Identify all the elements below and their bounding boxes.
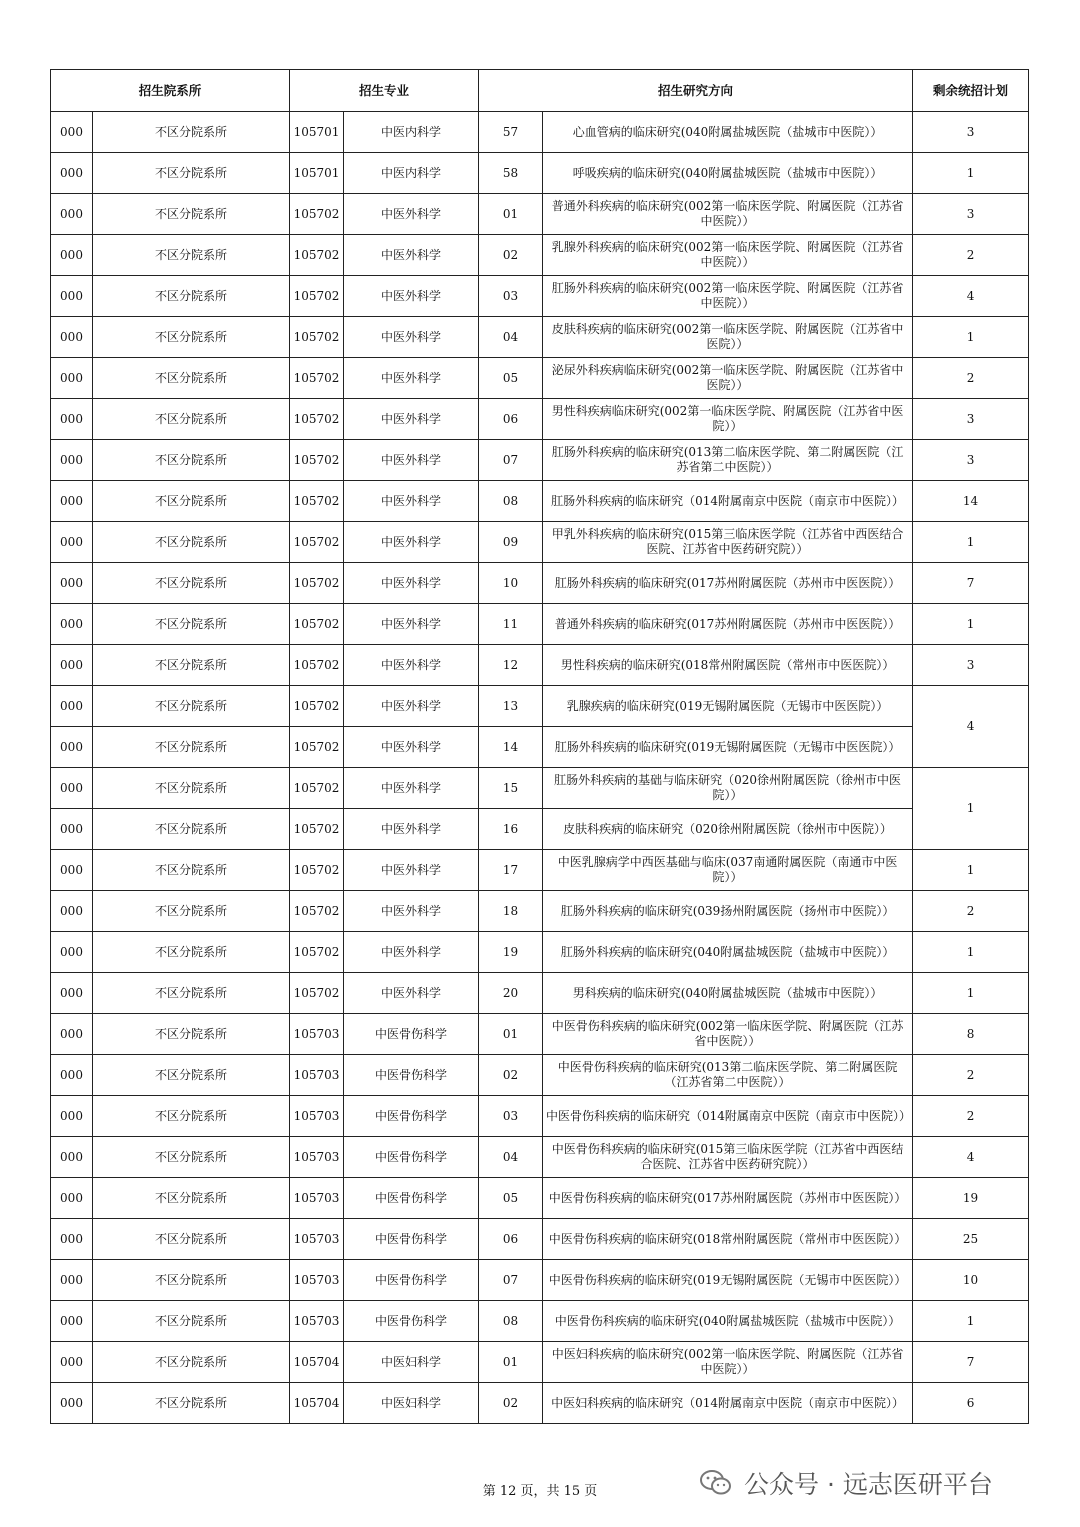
major-code-cell: 105702 [290, 440, 344, 481]
direction-name-cell: 中医妇科疾病的临床研究（014附属南京中医院（南京市中医院）） [543, 1383, 913, 1424]
major-name-cell: 中医外科学 [344, 727, 479, 768]
direction-name-cell: 中医骨伤科疾病的临床研究(002第一临床医学院、附属医院（江苏省中医院）） [543, 1014, 913, 1055]
table-row [51, 1055, 1029, 1096]
dept-code-cell: 000 [51, 317, 93, 358]
dept-name-cell: 不区分院系所 [93, 645, 290, 686]
dept-code-cell: 000 [51, 727, 93, 768]
direction-code-cell: 07 [479, 1260, 543, 1301]
direction-name-cell: 中医骨伤科疾病的临床研究(015第三临床医学院（江苏省中西医结合医院、江苏省中医药研究院）） [543, 1137, 913, 1178]
dept-name-cell: 不区分院系所 [93, 1383, 290, 1424]
direction-name-cell: 皮肤科疾病的临床研究（020徐州附属医院（徐州市中医院）） [543, 809, 913, 850]
table-row [51, 932, 1029, 973]
major-code-cell: 105702 [290, 973, 344, 1014]
table-row [51, 1014, 1029, 1055]
quota-cell: 3 [913, 399, 1029, 440]
dept-code-cell: 000 [51, 891, 93, 932]
dept-name-cell: 不区分院系所 [93, 276, 290, 317]
direction-name-cell: 肛肠外科疾病的临床研究(017苏州附属医院（苏州市中医医院）） [543, 563, 913, 604]
major-name-cell: 中医外科学 [344, 358, 479, 399]
major-name-cell: 中医外科学 [344, 194, 479, 235]
table-body [51, 112, 1029, 1424]
direction-code-cell: 05 [479, 358, 543, 399]
direction-code-cell: 18 [479, 891, 543, 932]
direction-name-cell: 中医骨伤科疾病的临床研究(018常州附属医院（常州市中医医院）） [543, 1219, 913, 1260]
quota-cell: 4 [913, 1137, 1029, 1178]
table-row [51, 1260, 1029, 1301]
direction-name-cell: 中医骨伤科疾病的临床研究(019无锡附属医院（无锡市中医医院）） [543, 1260, 913, 1301]
table-row [51, 768, 1029, 809]
major-code-cell: 105702 [290, 399, 344, 440]
dept-name-cell: 不区分院系所 [93, 153, 290, 194]
dept-name-cell: 不区分院系所 [93, 973, 290, 1014]
quota-cell: 3 [913, 440, 1029, 481]
major-name-cell: 中医内科学 [344, 153, 479, 194]
major-code-cell: 105702 [290, 481, 344, 522]
direction-name-cell: 普通外科疾病的临床研究(002第一临床医学院、附属医院（江苏省中医院）） [543, 194, 913, 235]
dept-code-cell: 000 [51, 563, 93, 604]
dept-name-cell: 不区分院系所 [93, 1137, 290, 1178]
dept-code-cell: 000 [51, 1096, 93, 1137]
dept-code-cell: 000 [51, 276, 93, 317]
direction-name-cell: 男性科疾病的临床研究(018常州附属医院（常州市中医医院）） [543, 645, 913, 686]
dept-name-cell: 不区分院系所 [93, 604, 290, 645]
major-name-cell: 中医外科学 [344, 235, 479, 276]
direction-code-cell: 07 [479, 440, 543, 481]
dept-code-cell: 000 [51, 1301, 93, 1342]
major-name-cell: 中医骨伤科学 [344, 1055, 479, 1096]
major-code-cell: 105702 [290, 686, 344, 727]
dept-code-cell: 000 [51, 1055, 93, 1096]
dept-code-cell: 000 [51, 112, 93, 153]
dept-code-cell: 000 [51, 604, 93, 645]
header-dept: 招生院系所 [51, 70, 290, 112]
major-code-cell: 105703 [290, 1137, 344, 1178]
major-name-cell: 中医外科学 [344, 932, 479, 973]
direction-code-cell: 19 [479, 932, 543, 973]
quota-cell: 1 [913, 768, 1029, 850]
dept-name-cell: 不区分院系所 [93, 1055, 290, 1096]
major-code-cell: 105701 [290, 112, 344, 153]
header-major: 招生专业 [290, 70, 479, 112]
major-name-cell: 中医外科学 [344, 522, 479, 563]
dept-name-cell: 不区分院系所 [93, 522, 290, 563]
dept-name-cell: 不区分院系所 [93, 809, 290, 850]
major-name-cell: 中医外科学 [344, 563, 479, 604]
dept-code-cell: 000 [51, 768, 93, 809]
major-name-cell: 中医骨伤科学 [344, 1301, 479, 1342]
quota-cell: 3 [913, 194, 1029, 235]
dept-name-cell: 不区分院系所 [93, 850, 290, 891]
dept-name-cell: 不区分院系所 [93, 563, 290, 604]
table-row [51, 153, 1029, 194]
major-name-cell: 中医外科学 [344, 891, 479, 932]
direction-name-cell: 男科疾病的临床研究(040附属盐城医院（盐城市中医院）） [543, 973, 913, 1014]
quota-cell: 4 [913, 276, 1029, 317]
dept-code-cell: 000 [51, 1260, 93, 1301]
quota-cell: 2 [913, 1096, 1029, 1137]
direction-name-cell: 肛肠外科疾病的基础与临床研究（020徐州附属医院（徐州市中医院）） [543, 768, 913, 809]
dept-name-cell: 不区分院系所 [93, 932, 290, 973]
quota-cell: 1 [913, 1301, 1029, 1342]
major-code-cell: 105703 [290, 1178, 344, 1219]
direction-code-cell: 06 [479, 1219, 543, 1260]
table-row [51, 1178, 1029, 1219]
direction-code-cell: 02 [479, 1055, 543, 1096]
direction-code-cell: 09 [479, 522, 543, 563]
table-header [51, 70, 1029, 112]
direction-code-cell: 17 [479, 850, 543, 891]
major-code-cell: 105702 [290, 768, 344, 809]
dept-code-cell: 000 [51, 809, 93, 850]
major-code-cell: 105703 [290, 1219, 344, 1260]
major-code-cell: 105702 [290, 727, 344, 768]
major-name-cell: 中医骨伤科学 [344, 1219, 479, 1260]
quota-cell: 1 [913, 153, 1029, 194]
direction-code-cell: 02 [479, 235, 543, 276]
direction-code-cell: 13 [479, 686, 543, 727]
watermark-text: 公众号 · 远志医研平台 [744, 1470, 993, 1499]
direction-name-cell: 中医骨伤科疾病的临床研究(013第二临床医学院、第二附属医院（江苏省第二中医院）） [543, 1055, 913, 1096]
major-name-cell: 中医妇科学 [344, 1342, 479, 1383]
direction-code-cell: 02 [479, 1383, 543, 1424]
direction-name-cell: 男性科疾病临床研究(002第一临床医学院、附属医院（江苏省中医院）） [543, 399, 913, 440]
quota-cell: 1 [913, 604, 1029, 645]
dept-name-cell: 不区分院系所 [93, 481, 290, 522]
quota-cell: 1 [913, 973, 1029, 1014]
header-quota: 剩余统招计划 [913, 70, 1029, 112]
major-code-cell: 105702 [290, 604, 344, 645]
direction-name-cell: 乳腺外科疾病的临床研究(002第一临床医学院、附属医院（江苏省中医院）） [543, 235, 913, 276]
direction-code-cell: 12 [479, 645, 543, 686]
dept-code-cell: 000 [51, 850, 93, 891]
direction-code-cell: 01 [479, 1342, 543, 1383]
major-code-cell: 105702 [290, 891, 344, 932]
direction-code-cell: 08 [479, 1301, 543, 1342]
dept-name-cell: 不区分院系所 [93, 686, 290, 727]
direction-name-cell: 泌尿外科疾病临床研究(002第一临床医学院、附属医院（江苏省中医院）） [543, 358, 913, 399]
dept-code-cell: 000 [51, 194, 93, 235]
direction-name-cell: 呼吸疾病的临床研究(040附属盐城医院（盐城市中医院）） [543, 153, 913, 194]
dept-name-cell: 不区分院系所 [93, 1014, 290, 1055]
table-row [51, 973, 1029, 1014]
dept-name-cell: 不区分院系所 [93, 1301, 290, 1342]
table-row [51, 645, 1029, 686]
table-row [51, 440, 1029, 481]
quota-cell: 3 [913, 112, 1029, 153]
major-code-cell: 105701 [290, 153, 344, 194]
dept-code-cell: 000 [51, 1342, 93, 1383]
table-row [51, 481, 1029, 522]
dept-code-cell: 000 [51, 645, 93, 686]
dept-code-cell: 000 [51, 358, 93, 399]
table-row [51, 809, 1029, 850]
major-code-cell: 105702 [290, 317, 344, 358]
direction-name-cell: 肛肠外科疾病的临床研究(013第二临床医学院、第二附属医院（江苏省第二中医院）） [543, 440, 913, 481]
table-row [51, 1342, 1029, 1383]
major-code-cell: 105702 [290, 932, 344, 973]
direction-code-cell: 16 [479, 809, 543, 850]
quota-cell: 10 [913, 1260, 1029, 1301]
dept-code-cell: 000 [51, 153, 93, 194]
major-code-cell: 105702 [290, 235, 344, 276]
direction-code-cell: 15 [479, 768, 543, 809]
table-row [51, 1301, 1029, 1342]
major-name-cell: 中医外科学 [344, 850, 479, 891]
quota-cell: 6 [913, 1383, 1029, 1424]
direction-name-cell: 中医骨伤科疾病的临床研究(040附属盐城医院（盐城市中医院）） [543, 1301, 913, 1342]
direction-name-cell: 乳腺疾病的临床研究(019无锡附属医院（无锡市中医医院）） [543, 686, 913, 727]
table-row [51, 727, 1029, 768]
direction-name-cell: 肛肠外科疾病的临床研究(040附属盐城医院（盐城市中医院）） [543, 932, 913, 973]
direction-name-cell: 中医妇科疾病的临床研究(002第一临床医学院、附属医院（江苏省中医院）） [543, 1342, 913, 1383]
major-code-cell: 105702 [290, 522, 344, 563]
direction-code-cell: 01 [479, 194, 543, 235]
major-name-cell: 中医外科学 [344, 809, 479, 850]
direction-name-cell: 普通外科疾病的临床研究(017苏州附属医院（苏州市中医医院）） [543, 604, 913, 645]
dept-code-cell: 000 [51, 1219, 93, 1260]
page-number: 第 12 页，共 15 页 [482, 1484, 598, 1499]
table-row [51, 112, 1029, 153]
major-code-cell: 105702 [290, 563, 344, 604]
direction-code-cell: 58 [479, 153, 543, 194]
major-name-cell: 中医外科学 [344, 686, 479, 727]
major-code-cell: 105703 [290, 1260, 344, 1301]
dept-name-cell: 不区分院系所 [93, 1178, 290, 1219]
watermark [700, 1465, 993, 1501]
table-row [51, 891, 1029, 932]
quota-cell: 7 [913, 1342, 1029, 1383]
major-name-cell: 中医外科学 [344, 645, 479, 686]
dept-name-cell: 不区分院系所 [93, 727, 290, 768]
direction-code-cell: 10 [479, 563, 543, 604]
table-row [51, 276, 1029, 317]
table-row [51, 399, 1029, 440]
table-row [51, 522, 1029, 563]
table-row [51, 235, 1029, 276]
table-row [51, 1096, 1029, 1137]
dept-code-cell: 000 [51, 522, 93, 563]
header-direction: 招生研究方向 [479, 70, 913, 112]
direction-name-cell: 中医骨伤科疾病的临床研究(017苏州附属医院（苏州市中医医院）） [543, 1178, 913, 1219]
quota-cell: 2 [913, 1055, 1029, 1096]
major-name-cell: 中医外科学 [344, 276, 479, 317]
direction-name-cell: 中医骨伤科疾病的临床研究（014附属南京中医院（南京市中医院）） [543, 1096, 913, 1137]
direction-name-cell: 心血管病的临床研究(040附属盐城医院（盐城市中医院）） [543, 112, 913, 153]
table-row [51, 358, 1029, 399]
direction-name-cell: 肛肠外科疾病的临床研究（014附属南京中医院（南京市中医院）） [543, 481, 913, 522]
major-name-cell: 中医骨伤科学 [344, 1014, 479, 1055]
dept-name-cell: 不区分院系所 [93, 1260, 290, 1301]
major-code-cell: 105702 [290, 358, 344, 399]
quota-cell: 25 [913, 1219, 1029, 1260]
table-row [51, 1137, 1029, 1178]
dept-name-cell: 不区分院系所 [93, 1342, 290, 1383]
direction-code-cell: 05 [479, 1178, 543, 1219]
direction-code-cell: 11 [479, 604, 543, 645]
major-name-cell: 中医内科学 [344, 112, 479, 153]
major-name-cell: 中医外科学 [344, 317, 479, 358]
dept-name-cell: 不区分院系所 [93, 440, 290, 481]
table-row [51, 850, 1029, 891]
enrollment-table [50, 69, 1029, 1424]
dept-name-cell: 不区分院系所 [93, 1096, 290, 1137]
quota-cell: 14 [913, 481, 1029, 522]
direction-code-cell: 14 [479, 727, 543, 768]
dept-name-cell: 不区分院系所 [93, 112, 290, 153]
direction-name-cell: 甲乳外科疾病的临床研究(015第三临床医学院（江苏省中西医结合医院、江苏省中医药研究院）） [543, 522, 913, 563]
dept-name-cell: 不区分院系所 [93, 399, 290, 440]
major-name-cell: 中医外科学 [344, 973, 479, 1014]
direction-code-cell: 03 [479, 276, 543, 317]
direction-code-cell: 04 [479, 317, 543, 358]
major-name-cell: 中医外科学 [344, 604, 479, 645]
quota-cell: 7 [913, 563, 1029, 604]
table-row [51, 604, 1029, 645]
table-row [51, 194, 1029, 235]
major-code-cell: 105704 [290, 1342, 344, 1383]
major-code-cell: 105702 [290, 809, 344, 850]
dept-code-cell: 000 [51, 932, 93, 973]
dept-code-cell: 000 [51, 481, 93, 522]
wechat-icon [700, 1469, 732, 1497]
direction-name-cell: 中医乳腺病学中西医基础与临床(037南通附属医院（南通市中医院）） [543, 850, 913, 891]
direction-code-cell: 03 [479, 1096, 543, 1137]
table-row [51, 563, 1029, 604]
dept-code-cell: 000 [51, 686, 93, 727]
major-code-cell: 105702 [290, 194, 344, 235]
table-row [51, 1383, 1029, 1424]
dept-code-cell: 000 [51, 973, 93, 1014]
quota-cell: 1 [913, 932, 1029, 973]
direction-name-cell: 皮肤科疾病的临床研究(002第一临床医学院、附属医院（江苏省中医院）） [543, 317, 913, 358]
quota-cell: 2 [913, 891, 1029, 932]
quota-cell: 1 [913, 317, 1029, 358]
direction-code-cell: 04 [479, 1137, 543, 1178]
major-name-cell: 中医骨伤科学 [344, 1137, 479, 1178]
major-name-cell: 中医外科学 [344, 440, 479, 481]
major-name-cell: 中医外科学 [344, 768, 479, 809]
major-code-cell: 105702 [290, 850, 344, 891]
dept-name-cell: 不区分院系所 [93, 194, 290, 235]
direction-name-cell: 肛肠外科疾病的临床研究(019无锡附属医院（无锡市中医医院）） [543, 727, 913, 768]
major-code-cell: 105703 [290, 1014, 344, 1055]
major-name-cell: 中医外科学 [344, 399, 479, 440]
major-code-cell: 105702 [290, 645, 344, 686]
table-row [51, 1219, 1029, 1260]
quota-cell: 3 [913, 645, 1029, 686]
quota-cell: 2 [913, 235, 1029, 276]
quota-cell: 19 [913, 1178, 1029, 1219]
dept-code-cell: 000 [51, 1137, 93, 1178]
major-name-cell: 中医骨伤科学 [344, 1260, 479, 1301]
major-name-cell: 中医外科学 [344, 481, 479, 522]
direction-code-cell: 20 [479, 973, 543, 1014]
direction-code-cell: 57 [479, 112, 543, 153]
quota-cell: 1 [913, 522, 1029, 563]
dept-name-cell: 不区分院系所 [93, 768, 290, 809]
major-code-cell: 105703 [290, 1096, 344, 1137]
dept-name-cell: 不区分院系所 [93, 317, 290, 358]
major-name-cell: 中医妇科学 [344, 1383, 479, 1424]
quota-cell: 4 [913, 686, 1029, 768]
dept-code-cell: 000 [51, 440, 93, 481]
dept-name-cell: 不区分院系所 [93, 358, 290, 399]
dept-name-cell: 不区分院系所 [93, 235, 290, 276]
dept-code-cell: 000 [51, 1178, 93, 1219]
dept-name-cell: 不区分院系所 [93, 1219, 290, 1260]
quota-cell: 8 [913, 1014, 1029, 1055]
dept-name-cell: 不区分院系所 [93, 891, 290, 932]
direction-code-cell: 06 [479, 399, 543, 440]
direction-code-cell: 08 [479, 481, 543, 522]
major-code-cell: 105703 [290, 1301, 344, 1342]
direction-name-cell: 肛肠外科疾病的临床研究(039扬州附属医院（扬州市中医院）） [543, 891, 913, 932]
dept-code-cell: 000 [51, 399, 93, 440]
quota-cell: 1 [913, 850, 1029, 891]
direction-code-cell: 01 [479, 1014, 543, 1055]
quota-cell: 2 [913, 358, 1029, 399]
dept-code-cell: 000 [51, 1383, 93, 1424]
major-code-cell: 105702 [290, 276, 344, 317]
dept-code-cell: 000 [51, 235, 93, 276]
major-name-cell: 中医骨伤科学 [344, 1096, 479, 1137]
major-code-cell: 105703 [290, 1055, 344, 1096]
direction-name-cell: 肛肠外科疾病的临床研究(002第一临床医学院、附属医院（江苏省中医院）） [543, 276, 913, 317]
dept-code-cell: 000 [51, 1014, 93, 1055]
table-row [51, 317, 1029, 358]
table-row [51, 686, 1029, 727]
major-code-cell: 105704 [290, 1383, 344, 1424]
major-name-cell: 中医骨伤科学 [344, 1178, 479, 1219]
